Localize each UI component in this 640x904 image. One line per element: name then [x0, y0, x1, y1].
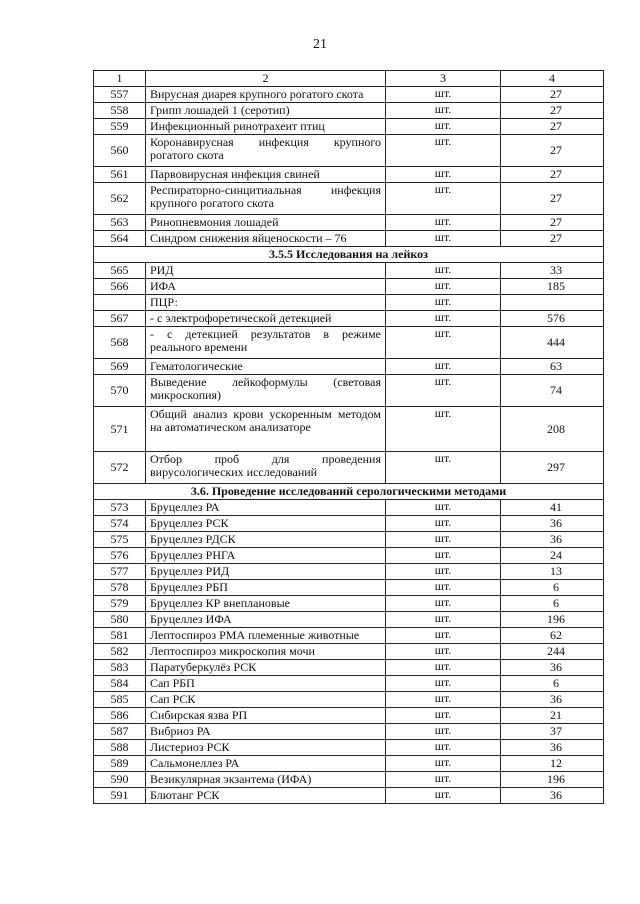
section-title: 3.6. Проведение исследований серологическими методами — [94, 484, 604, 500]
table-row — [94, 564, 604, 580]
row-number: 558 — [94, 103, 146, 119]
service-name: Респираторно-синцитиальная инфекция крупного рогатого скота — [146, 183, 386, 215]
service-name: Общий анализ крови ускоренным методом на автоматическом анализаторе — [146, 407, 386, 452]
page-number: 21 — [313, 37, 327, 52]
unit-cell: шт. — [386, 532, 501, 548]
row-number: 560 — [94, 135, 146, 167]
row-number: 561 — [94, 167, 146, 183]
table-row — [94, 660, 604, 676]
quantity-cell: 36 — [501, 532, 604, 548]
table-row — [94, 708, 604, 724]
quantity-cell: 27 — [501, 135, 604, 167]
table-row — [94, 375, 604, 407]
service-name: Бруцеллез РИД — [146, 564, 386, 580]
row-number: 569 — [94, 359, 146, 375]
table-row — [94, 183, 604, 215]
table-row — [94, 516, 604, 532]
service-name: Бруцеллез РДСК — [146, 532, 386, 548]
row-number: 588 — [94, 740, 146, 756]
service-name: Грипп лошадей 1 (серотип) — [146, 103, 386, 119]
row-number: 582 — [94, 644, 146, 660]
unit-cell: шт. — [386, 596, 501, 612]
row-number: 590 — [94, 772, 146, 788]
unit-cell: шт. — [386, 231, 501, 247]
service-name: Парвовирусная инфекция свиней — [146, 167, 386, 183]
service-name: Отбор проб для проведения вирусологических исследований — [146, 452, 386, 484]
row-number: 572 — [94, 452, 146, 484]
service-name: РИД — [146, 263, 386, 279]
row-number: 577 — [94, 564, 146, 580]
unit-cell: шт. — [386, 644, 501, 660]
table-row — [94, 311, 604, 327]
quantity-cell: 6 — [501, 580, 604, 596]
unit-cell: шт. — [386, 516, 501, 532]
row-number: 565 — [94, 263, 146, 279]
table-row — [94, 644, 604, 660]
table-row — [94, 327, 604, 359]
unit-cell: шт. — [386, 660, 501, 676]
table-row — [94, 500, 604, 516]
table-row — [94, 452, 604, 484]
quantity-cell: 63 — [501, 359, 604, 375]
row-number: 578 — [94, 580, 146, 596]
unit-cell: шт. — [386, 327, 501, 359]
unit-cell: шт. — [386, 119, 501, 135]
unit-cell: шт. — [386, 215, 501, 231]
quantity-cell: 208 — [501, 407, 604, 452]
service-name: Листериоз РСК — [146, 740, 386, 756]
unit-cell: шт. — [386, 500, 501, 516]
unit-cell: шт. — [386, 135, 501, 167]
quantity-cell: 6 — [501, 676, 604, 692]
service-name: Бруцеллез РА — [146, 500, 386, 516]
table-row — [94, 548, 604, 564]
table-row — [94, 724, 604, 740]
quantity-cell: 27 — [501, 167, 604, 183]
quantity-cell: 244 — [501, 644, 604, 660]
quantity-cell: 36 — [501, 692, 604, 708]
row-number: 575 — [94, 532, 146, 548]
table-row — [94, 628, 604, 644]
row-number: 570 — [94, 375, 146, 407]
table-row — [94, 135, 604, 167]
quantity-cell: 74 — [501, 375, 604, 407]
row-number: 587 — [94, 724, 146, 740]
unit-cell: шт. — [386, 692, 501, 708]
table-row — [94, 692, 604, 708]
unit-cell: шт. — [386, 788, 501, 804]
quantity-cell: 36 — [501, 516, 604, 532]
quantity-cell: 444 — [501, 327, 604, 359]
row-number — [94, 295, 146, 311]
quantity-cell — [501, 295, 604, 311]
table-row — [94, 215, 604, 231]
row-number: 567 — [94, 311, 146, 327]
service-name: Бруцеллез РНГА — [146, 548, 386, 564]
unit-cell: шт. — [386, 452, 501, 484]
unit-cell: шт. — [386, 183, 501, 215]
service-name: Бруцеллез РСК — [146, 516, 386, 532]
row-number: 581 — [94, 628, 146, 644]
service-name: Сап РБП — [146, 676, 386, 692]
service-name: Выведение лейкоформулы (световая микроскопия) — [146, 375, 386, 407]
service-name: ИФА — [146, 279, 386, 295]
unit-cell: шт. — [386, 708, 501, 724]
table-row — [94, 580, 604, 596]
unit-cell: шт. — [386, 676, 501, 692]
table-row — [94, 279, 604, 295]
row-number: 584 — [94, 676, 146, 692]
row-number: 559 — [94, 119, 146, 135]
service-name: Сальмонеллез РА — [146, 756, 386, 772]
quantity-cell: 21 — [501, 708, 604, 724]
quantity-cell: 27 — [501, 231, 604, 247]
table-row — [94, 103, 604, 119]
unit-cell: шт. — [386, 756, 501, 772]
row-number: 574 — [94, 516, 146, 532]
row-number: 579 — [94, 596, 146, 612]
row-number: 571 — [94, 407, 146, 452]
service-name: ПЦР: — [146, 295, 386, 311]
row-number: 580 — [94, 612, 146, 628]
service-name: Паратуберкулёз РСК — [146, 660, 386, 676]
unit-cell: шт. — [386, 375, 501, 407]
quantity-cell: 37 — [501, 724, 604, 740]
unit-cell: шт. — [386, 311, 501, 327]
quantity-cell: 41 — [501, 500, 604, 516]
section-title: 3.5.5 Исследования на лейкоз — [94, 247, 604, 263]
quantity-cell: 24 — [501, 548, 604, 564]
service-name: Сибирская язва РП — [146, 708, 386, 724]
quantity-cell: 27 — [501, 103, 604, 119]
unit-cell: шт. — [386, 580, 501, 596]
table-row — [94, 359, 604, 375]
quantity-cell: 196 — [501, 612, 604, 628]
row-number: 564 — [94, 231, 146, 247]
section-header-row — [94, 247, 604, 263]
table-header-row — [94, 71, 604, 87]
unit-cell: шт. — [386, 167, 501, 183]
quantity-cell: 62 — [501, 628, 604, 644]
table-row — [94, 263, 604, 279]
table-row — [94, 772, 604, 788]
row-number: 557 — [94, 87, 146, 103]
table-row — [94, 231, 604, 247]
unit-cell: шт. — [386, 772, 501, 788]
row-number: 568 — [94, 327, 146, 359]
table-row — [94, 612, 604, 628]
row-number: 566 — [94, 279, 146, 295]
services-table — [93, 70, 604, 804]
table-row — [94, 295, 604, 311]
service-name: Блютанг РСК — [146, 788, 386, 804]
quantity-cell: 33 — [501, 263, 604, 279]
table-row — [94, 87, 604, 103]
unit-cell: шт. — [386, 724, 501, 740]
quantity-cell: 6 — [501, 596, 604, 612]
table-row — [94, 532, 604, 548]
table-row — [94, 119, 604, 135]
service-name: Вирусная диарея крупного рогатого скота — [146, 87, 386, 103]
table-row — [94, 596, 604, 612]
quantity-cell: 36 — [501, 788, 604, 804]
unit-cell: шт. — [386, 279, 501, 295]
service-name: Сап РСК — [146, 692, 386, 708]
row-number: 576 — [94, 548, 146, 564]
service-name: Везикулярная экзантема (ИФА) — [146, 772, 386, 788]
column-header: 1 — [94, 71, 146, 87]
service-name: Инфекционный ринотрахеит птиц — [146, 119, 386, 135]
service-name: - с электрофоретической детекцией — [146, 311, 386, 327]
unit-cell: шт. — [386, 87, 501, 103]
row-number: 562 — [94, 183, 146, 215]
row-number: 573 — [94, 500, 146, 516]
column-header: 2 — [146, 71, 386, 87]
unit-cell: шт. — [386, 103, 501, 119]
quantity-cell: 13 — [501, 564, 604, 580]
quantity-cell: 297 — [501, 452, 604, 484]
row-number: 583 — [94, 660, 146, 676]
service-name: Бруцеллез ИФА — [146, 612, 386, 628]
unit-cell: шт. — [386, 407, 501, 452]
unit-cell: шт. — [386, 359, 501, 375]
unit-cell: шт. — [386, 295, 501, 311]
service-name: Коронавирусная инфекция крупного рогатого скота — [146, 135, 386, 167]
service-name: Бруцеллез РБП — [146, 580, 386, 596]
table-row — [94, 788, 604, 804]
service-name: Ринопневмония лошадей — [146, 215, 386, 231]
table-row — [94, 740, 604, 756]
row-number: 585 — [94, 692, 146, 708]
service-name: Вибриоз РА — [146, 724, 386, 740]
service-name: Гематологические — [146, 359, 386, 375]
table-body — [94, 71, 604, 804]
unit-cell: шт. — [386, 740, 501, 756]
quantity-cell: 27 — [501, 183, 604, 215]
unit-cell: шт. — [386, 548, 501, 564]
column-header: 4 — [501, 71, 604, 87]
quantity-cell: 27 — [501, 119, 604, 135]
unit-cell: шт. — [386, 612, 501, 628]
unit-cell: шт. — [386, 263, 501, 279]
table-row — [94, 756, 604, 772]
row-number: 563 — [94, 215, 146, 231]
table-row — [94, 676, 604, 692]
row-number: 591 — [94, 788, 146, 804]
unit-cell: шт. — [386, 564, 501, 580]
quantity-cell: 36 — [501, 660, 604, 676]
service-name: - с детекцией результатов в режиме реального времени — [146, 327, 386, 359]
quantity-cell: 576 — [501, 311, 604, 327]
quantity-cell: 185 — [501, 279, 604, 295]
quantity-cell: 36 — [501, 740, 604, 756]
row-number: 589 — [94, 756, 146, 772]
unit-cell: шт. — [386, 628, 501, 644]
service-name: Лептоспироз микроскопия мочи — [146, 644, 386, 660]
quantity-cell: 27 — [501, 87, 604, 103]
quantity-cell: 12 — [501, 756, 604, 772]
quantity-cell: 27 — [501, 215, 604, 231]
service-name: Лептоспироз РМА племенные животные — [146, 628, 386, 644]
column-header: 3 — [386, 71, 501, 87]
quantity-cell: 196 — [501, 772, 604, 788]
table-row — [94, 407, 604, 452]
service-name: Синдром снижения яйценоскости – 76 — [146, 231, 386, 247]
table-row — [94, 167, 604, 183]
section-header-row — [94, 484, 604, 500]
row-number: 586 — [94, 708, 146, 724]
service-name: Бруцеллез КР внеплановые — [146, 596, 386, 612]
